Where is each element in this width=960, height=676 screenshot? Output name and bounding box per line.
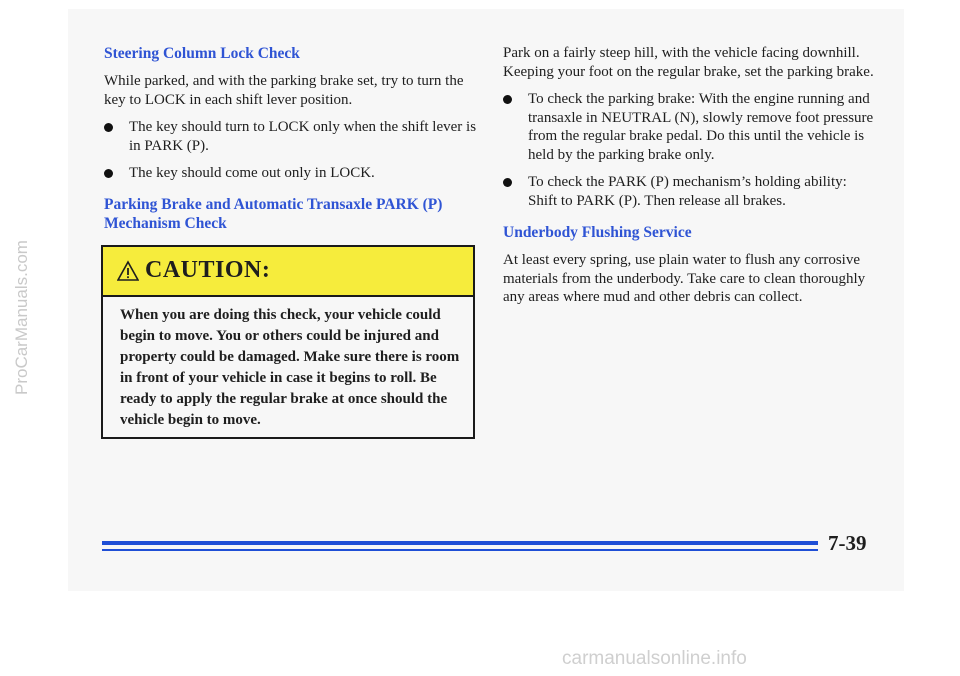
bullet-text: The key should turn to LOCK only when the shift lever is in PARK (P). — [129, 119, 477, 154]
footer-rule-thick — [102, 541, 818, 545]
bullet-icon — [104, 123, 113, 132]
right-column — [503, 44, 875, 307]
watermark-text: ProCarManuals.com — [12, 240, 31, 395]
left-column — [104, 44, 484, 233]
bullet-item — [503, 173, 875, 210]
bullet-text: To check the PARK (P) mechanism’s holding ability: Shift to PARK (P). Then release all brakes. — [528, 174, 847, 209]
paragraph-steering-lock: While parked, and with the parking brake set, try to turn the key to LOCK in each shift lever position. — [104, 73, 464, 108]
heading-parking-brake-check: Parking Brake and Automatic Transaxle PARK (P) Mechanism Check — [104, 195, 443, 232]
caution-header — [103, 247, 473, 297]
bullet-text: To check the parking brake: With the engine running and transaxle in NEUTRAL (N), slowly remove foot pressure from the regular brake pedal. Do this until the vehicle is held by the parking brake only. — [528, 91, 874, 163]
footer-watermark: carmanualsonline.info — [562, 648, 747, 669]
caution-title: CAUTION: — [145, 257, 271, 283]
heading-steering-lock: Steering Column Lock Check — [104, 45, 300, 62]
bullet-text: The key should come out only in LOCK. — [129, 165, 375, 181]
bullet-item — [104, 118, 484, 155]
caution-box — [101, 245, 475, 439]
heading-underbody-flushing: Underbody Flushing Service — [503, 224, 692, 241]
side-watermark — [0, 0, 31, 676]
paragraph-underbody-flushing: At least every spring, use plain water to flush any corrosive materials from the underbody. Take care to clean thoroughly any areas where mud and other debris can collect. — [503, 252, 866, 305]
caution-text: When you are doing this check, your vehicle could begin to move. You or others could be injured and property could be damaged. Make sure there is room in front of your vehicle in case it begins to roll. Be ready to apply the regular brake at once should the vehicle begin to move. — [120, 307, 460, 428]
page-number: 7-39 — [828, 531, 867, 555]
paragraph-park-on-hill: Park on a fairly steep hill, with the vehicle facing downhill. Keeping your foot on the regular brake, set the parking brake. — [503, 45, 874, 80]
warning-triangle-icon — [117, 260, 139, 282]
bullet-icon — [503, 95, 512, 104]
bullet-icon — [104, 169, 113, 178]
bullet-item — [503, 90, 875, 164]
bullet-icon — [503, 178, 512, 187]
footer-rule-thin — [102, 549, 818, 551]
bullet-item — [104, 164, 484, 183]
